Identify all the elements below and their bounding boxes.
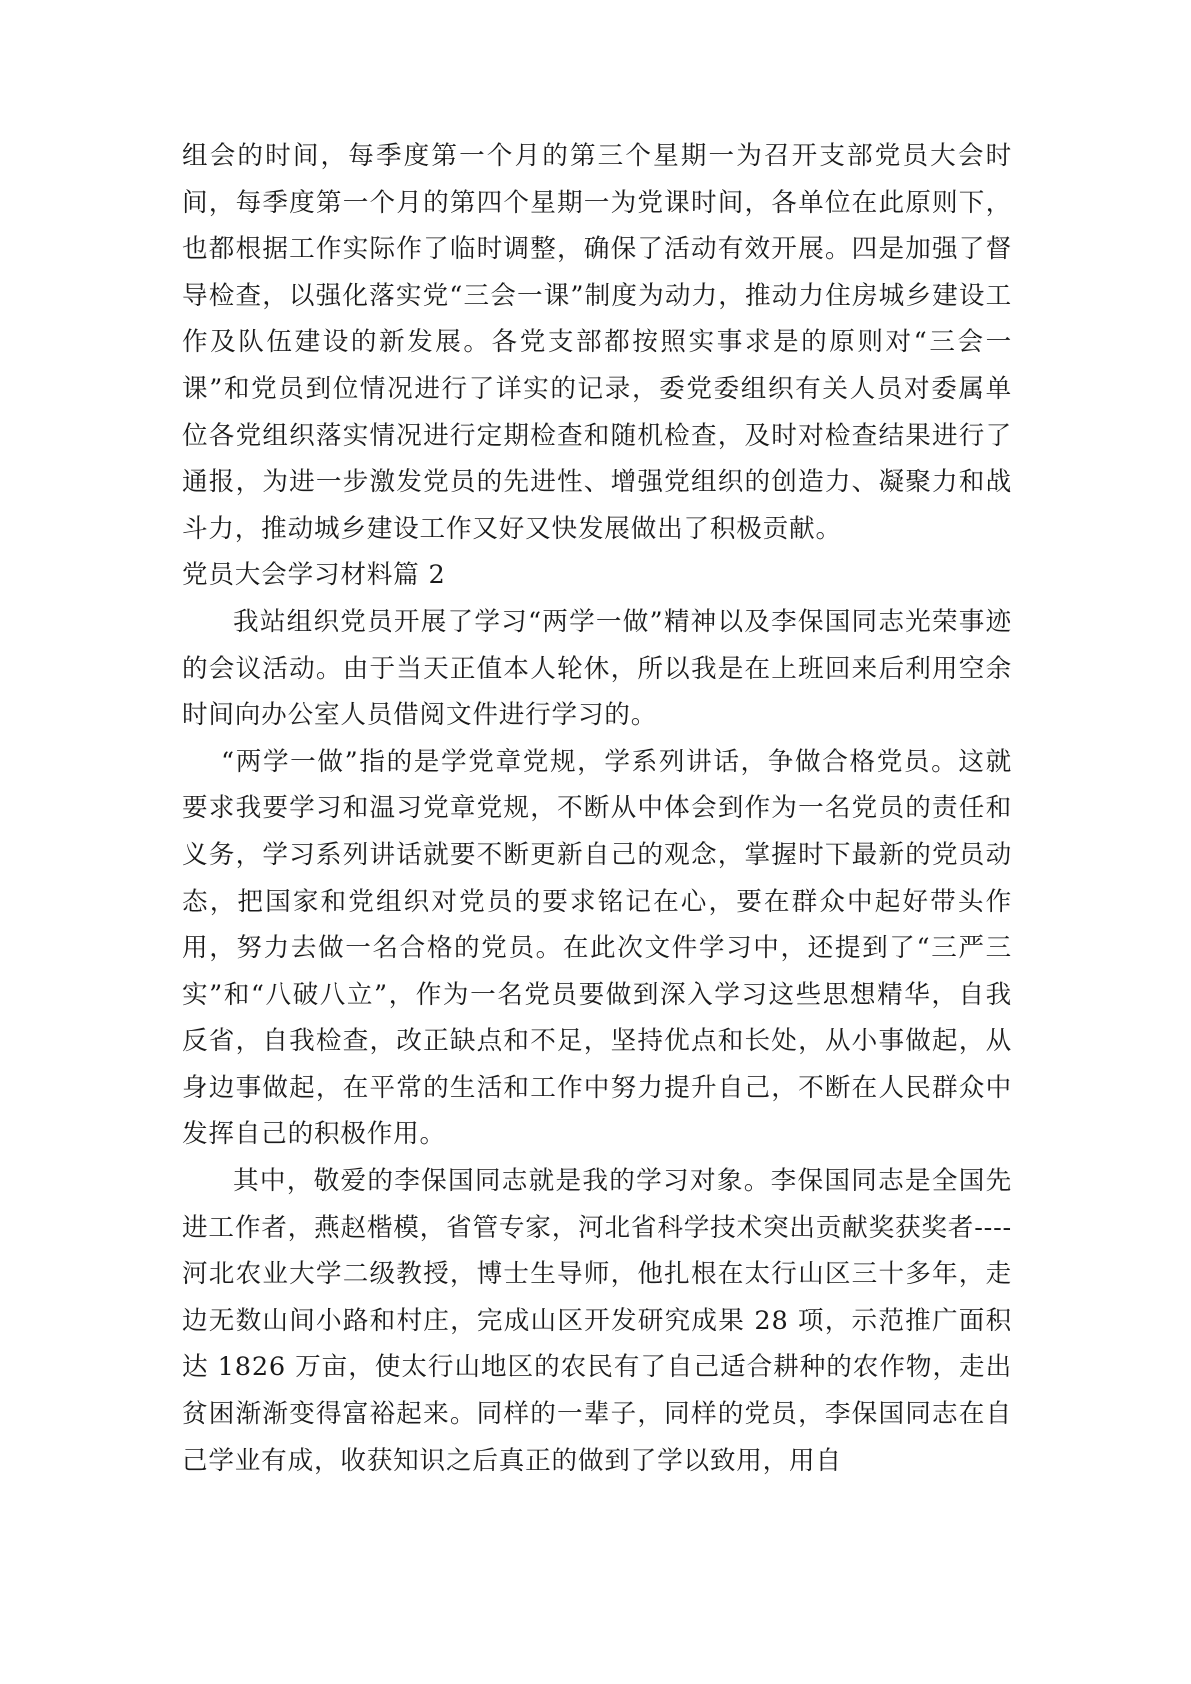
paragraph-4: 其中，敬爱的李保国同志就是我的学习对象。李保国同志是全国先进工作者，燕赵楷模，省管专家，河北省科学技术突出贡献奖获奖者----河北农业大学二级教授，博士生导师，他扎根在太行山区三十多年，走边无数山间小路和村庄，完成山区开发研究成果 28 项，示范推广面积达 1826 万亩，使太行山地区的农民有了自己适合耕种的农作物，走出贫困渐渐变得富裕起来。同样的一辈子，同样的党员，李保国同志在自己学业有成，收获知识之后真正的做到了学以致用，用自	[182, 1166, 1012, 1476]
paragraph-3: “两学一做”指的是学党章党规，学系列讲话，争做合格党员。这就要求我要学习和温习党章党规，不断从中体会到作为一名党员的责任和义务，学习系列讲话就要不断更新自己的观念，掌握时下最新的党员动态，把国家和党组织对党员的要求铭记在心，要在群众中起好带头作用，努力去做一名合格的党员。在此次文件学习中，还提到了“三严三实”和“八破八立”，作为一名党员要做到深入学习这些思想精华，自我反省，自我检查，改正缺点和不足，坚持优点和长处，从小事做起，从身边事做起，在平常的生活和工作中努力提升自己，不断在人民群众中发挥自己的积极作用。	[182, 746, 1012, 1150]
paragraph-2: 我站组织党员开展了学习“两学一做”精神以及李保国同志光荣事迹的会议活动。由于当天正值本人轮休，所以我是在上班回来后利用空余时间向办公室人员借阅文件进行学习的。	[182, 606, 1012, 731]
paragraph-1: 组会的时间，每季度第一个月的第三个星期一为召开支部党员大会时间，每季度第一个月的第四个星期一为党课时间，各单位在此原则下，也都根据工作实际作了临时调整，确保了活动有效开展。四是加强了督导检查，以强化落实党“三会一课”制度为动力，推动力住房城乡建设工作及队伍建设的新发展。各党支部都按照实事求是的原则对“三会一课”和党员到位情况进行了详实的记录，委党委组织有关人员对委属单位各党组织落实情况进行定期检查和随机检查，及时对检查结果进行了通报，为进一步激发党员的先进性、增强党组织的创造力、凝聚力和战斗力，推动城乡建设工作又好又快发展做出了积极贡献。	[182, 141, 1012, 544]
section-heading: 党员大会学习材料篇 2	[182, 560, 446, 591]
document-body	[182, 133, 1012, 1484]
